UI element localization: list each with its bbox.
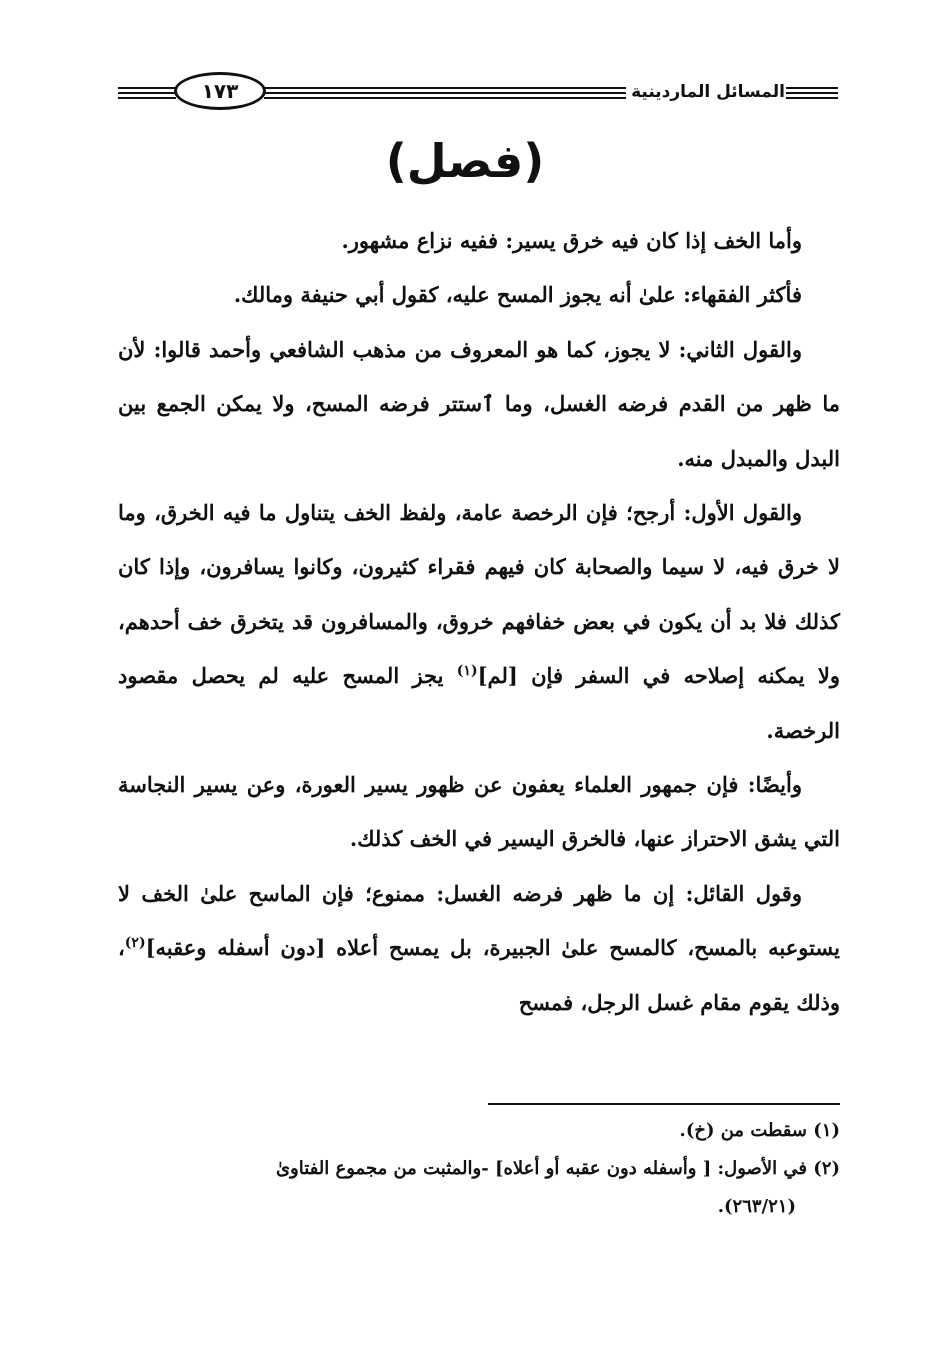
footnote-text: سقطت من (خ).	[679, 1120, 807, 1141]
footnote-separator	[488, 1103, 840, 1105]
header-rule	[786, 97, 838, 99]
paragraph: فأكثر الفقهاء: علىٰ أنه يجوز المسح عليه، كقول أبي حنيفة ومالك.	[233, 282, 802, 308]
footnote-reference[interactable]: (٢)	[124, 935, 146, 952]
section-heading: (فصل)	[385, 134, 545, 188]
header-rule	[264, 87, 626, 89]
header-rule	[118, 97, 176, 99]
page-number: ١٧٣	[174, 72, 266, 110]
paragraph: وأيضًا: فإن جمهور العلماء يعفون عن ظهور يسير العورة، وعن يسير النجاسة التي يشق الاحتراز عنها، فالخرق اليسير في الخف كذلك.	[118, 772, 840, 852]
footnote-continuation: (٢٦٣/٢١).	[717, 1196, 796, 1217]
footnote-marker: (٢)	[813, 1158, 840, 1179]
paragraph-text: ، وذلك يقوم مقام غسل الرجل، فمسح	[118, 935, 840, 1015]
footnote-marker: (١)	[813, 1120, 840, 1141]
header-rule	[264, 92, 626, 94]
running-header	[118, 70, 838, 114]
paragraph	[118, 867, 840, 1030]
body-text	[118, 214, 840, 1030]
paragraph: والقول الثاني: لا يجوز، كما هو المعروف من مذهب الشافعي وأحمد قالوا: لأن ما ظهر من القدم فرضه الغسل، وما ٱستتر فرضه المسح، ولا يمكن الجمع بين البدل والمبدل منه.	[118, 336, 840, 471]
paragraph: وأما الخف إذا كان فيه خرق يسير: ففيه نزاع مشهور.	[341, 228, 802, 253]
footnote-reference[interactable]: (١)	[456, 663, 478, 680]
header-rule	[118, 87, 176, 89]
footnote-text: في الأصول: [ وأسفله دون عقبه أو أعلاه] -والمثبت من مجموع الفتاوىٰ	[275, 1158, 807, 1179]
paragraph-text: يجز المسح عليه لم يحصل مقصود الرخصة.	[118, 663, 840, 743]
footnotes	[118, 1112, 840, 1226]
paragraph-text: والقول الأول: أرجح؛ فإن الرخصة عامة، ولفظ الخف يتناول ما فيه الخرق، وما لا خرق فيه، لا سيما والصحابة كان فيهم فقراء كثيرون، وكانوا يسافرون، وإذا كان كذلك فلا بد أن يكون في بعض خفافهم خروق، والمسافرون قد يتخرق خف أحدهم، ولا يمكنه إصلاحه في السفر فإن [لم]	[118, 500, 840, 689]
paragraph-text: وقول القائل: إن ما ظهر فرضه الغسل: ممنوع؛ فإن الماسح علىٰ الخف لا يستوعبه بالمسح، كالمسح علىٰ الجبيرة، بل يمسح أعلاه [دون أسفله وعقبه]	[118, 880, 840, 961]
header-rule	[118, 92, 176, 94]
footnote	[118, 1150, 840, 1188]
header-rule	[264, 97, 626, 99]
running-title: المسائل الماردينية	[631, 82, 785, 102]
footnote	[118, 1112, 840, 1150]
paragraph	[118, 486, 840, 758]
header-rule	[786, 92, 838, 94]
header-rule	[786, 87, 838, 89]
